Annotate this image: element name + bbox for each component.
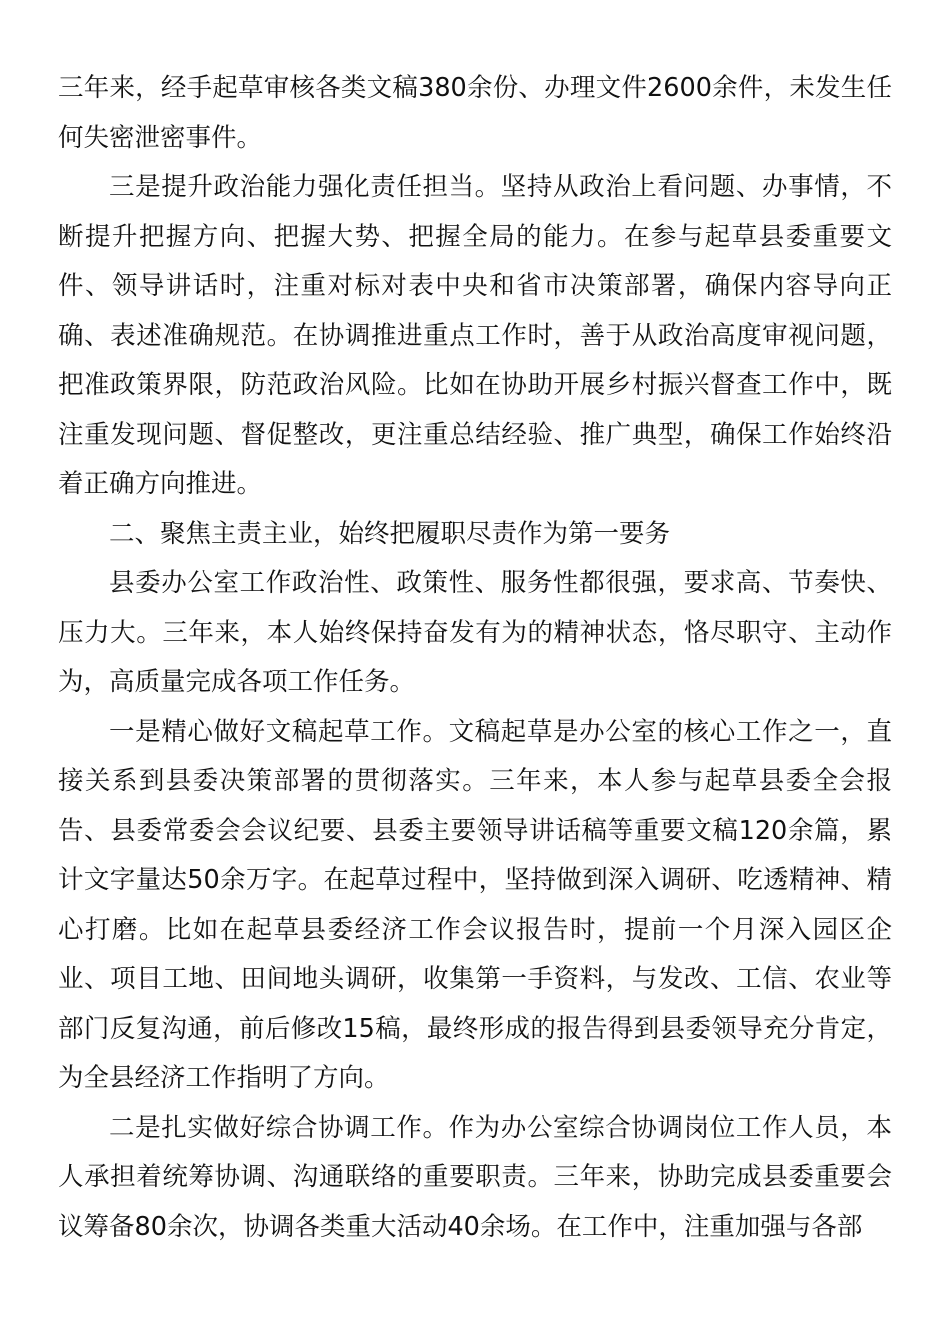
section-heading-main-duties: 二、聚焦主责主业，始终把履职尽责作为第一要务 [109,518,671,549]
document-body [58,64,892,1252]
paragraph-drafting-work: 一是精心做好文稿起草工作。文稿起草是办公室的核心工作之一，直接关系到县委决策部署的贯彻落实。三年来，本人参与起草县委全会报告、县委常委会会议纪要、县委主要领导讲话稿等重要文稿120余篇，累计文字量达50余万字。在起草过程中，坚持做到深入调研、吃透精神、精心打磨。比如在起草县委经济工作会议报告时，提前一个月深入园区企业、项目工地、田间地头调研，收集第一手资料，与发改、工信、农业等部门反复沟通，前后修改15稿，最终形成的报告得到县委领导充分肯定，为全县经济工作指明了方向。 [58,716,892,1093]
paragraph-coordination-work: 二是扎实做好综合协调工作。作为办公室综合协调岗位工作人员，本人承担着统筹协调、沟通联络的重要职责。三年来，协助完成县委重要会议筹备80余次，协调各类重大活动40余场。在工作中，注重加强与各部 [58,1112,892,1242]
paragraph-continuation: 三年来，经手起草审核各类文稿380余份、办理文件2600余件，未发生任何失密泄密事件。 [58,73,892,153]
paragraph-office-overview: 县委办公室工作政治性、政策性、服务性都很强，要求高、节奏快、压力大。三年来，本人始终保持奋发有为的精神状态，恪尽职守、主动作为，高质量完成各项工作任务。 [58,568,892,697]
paragraph-political-ability: 三是提升政治能力强化责任担当。坚持从政治上看问题、办事情，不断提升把握方向、把握大势、把握全局的能力。在参与起草县委重要文件、领导讲话时，注重对标对表中央和省市决策部署，确保内容导向正确、表述准确规范。在协调推进重点工作时，善于从政治高度审视问题，把准政策界限，防范政治风险。比如在协助开展乡村振兴督查工作中，既注重发现问题、督促整改，更注重总结经验、推广典型，确保工作始终沿着正确方向推进。 [58,172,892,499]
